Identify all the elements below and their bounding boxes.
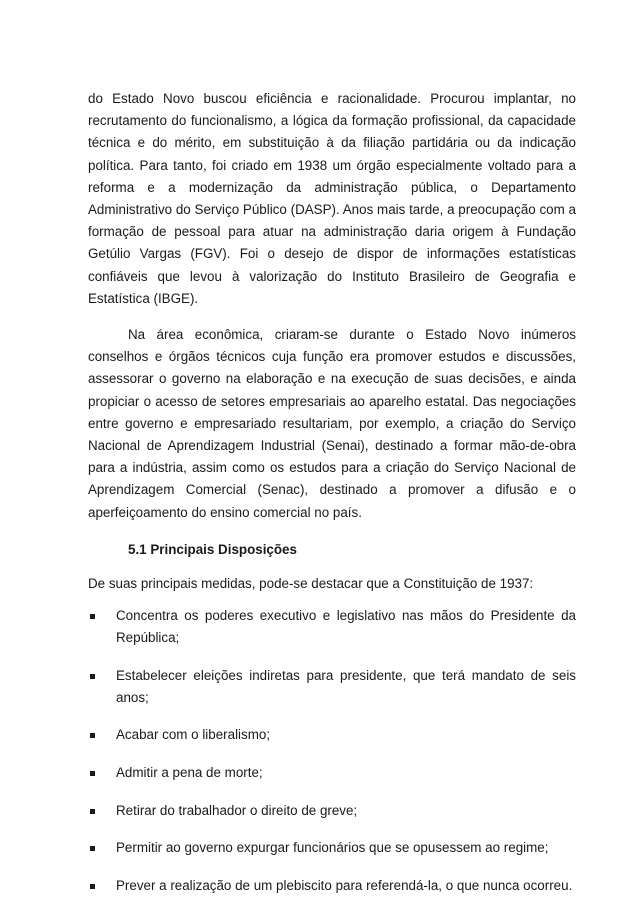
section-intro: De suas principais medidas, pode-se destacar que a Constituição de 1937: <box>88 575 534 591</box>
list-item-text: Estabelecer eleições indiretas para presidente, que terá mandato de seis anos; <box>116 667 576 705</box>
list-item <box>88 837 576 859</box>
list-item-text: Permitir ao governo expurgar funcionários que se opusessem ao regime; <box>116 840 549 856</box>
section-heading: 5.1 Principais Disposições <box>128 541 297 557</box>
document-page <box>88 88 576 912</box>
list-item <box>88 800 576 822</box>
list-item <box>88 762 576 784</box>
square-bullet-icon <box>90 809 95 814</box>
list-item <box>88 875 576 897</box>
paragraph-estado-novo-administracao: do Estado Novo buscou eficiência e racionalidade. Procurou implantar, no recrutamento do funcionalismo, a lógica da formação profissional, da capacidade técnica e do mérito, em substituição à da filiação partidária ou da indicação política. Para tanto, foi criado em 1938 um órgão especialmente voltado para a reforma e a modernização da administração pública, o Departamento Administrativo do Serviço Público (DASP). Anos mais tarde, a preocupação com a formação de pessoal para atuar na administração daria origem à Fundação Getúlio Vargas (FGV). Foi o desejo de dispor de informações estatísticas confiáveis que levou à valorização do Instituto Brasileiro de Geografia e Estatística (IBGE). <box>88 91 576 306</box>
dispositions-list <box>88 605 576 897</box>
square-bullet-icon <box>90 884 95 889</box>
square-bullet-icon <box>90 771 95 776</box>
list-item-text: Admitir a pena de morte; <box>116 765 263 781</box>
square-bullet-icon <box>90 733 95 738</box>
list-item <box>88 724 576 746</box>
list-item-text: Concentra os poderes executivo e legislativo nas mãos do Presidente da República; <box>116 607 576 646</box>
paragraph-area-economica: Na área econômica, criaram-se durante o Estado Novo inúmeros conselhos e órgãos técnicos cuja função era promover estudos e discussões, assessorar o governo na elaboração e na execução de suas decisões, e ainda propiciar o acesso de setores empresariais ao aparelho estatal. Das negociações entre governo e empresariado resultariam, por exemplo, a criação do Serviço Nacional de Aprendizagem Industrial (Senai), destinado a formar mão-de-obra para a indústria, assim como os estudos para a criação do Serviço Nacional de Aprendizagem Comercial (Senac), destinado a promover a difusão e o aperfeiçoamento do ensino comercial no país. <box>88 327 576 520</box>
list-item-text: Acabar com o liberalismo; <box>116 727 271 743</box>
square-bullet-icon <box>90 674 95 679</box>
square-bullet-icon <box>90 614 95 619</box>
list-item <box>88 605 576 649</box>
list-item <box>88 665 576 709</box>
square-bullet-icon <box>90 846 95 851</box>
list-item-text: Retirar do trabalhador o direito de greve; <box>116 802 358 818</box>
list-item-text: Prever a realização de um plebiscito para referendá-la, o que nunca ocorreu. <box>116 877 573 893</box>
